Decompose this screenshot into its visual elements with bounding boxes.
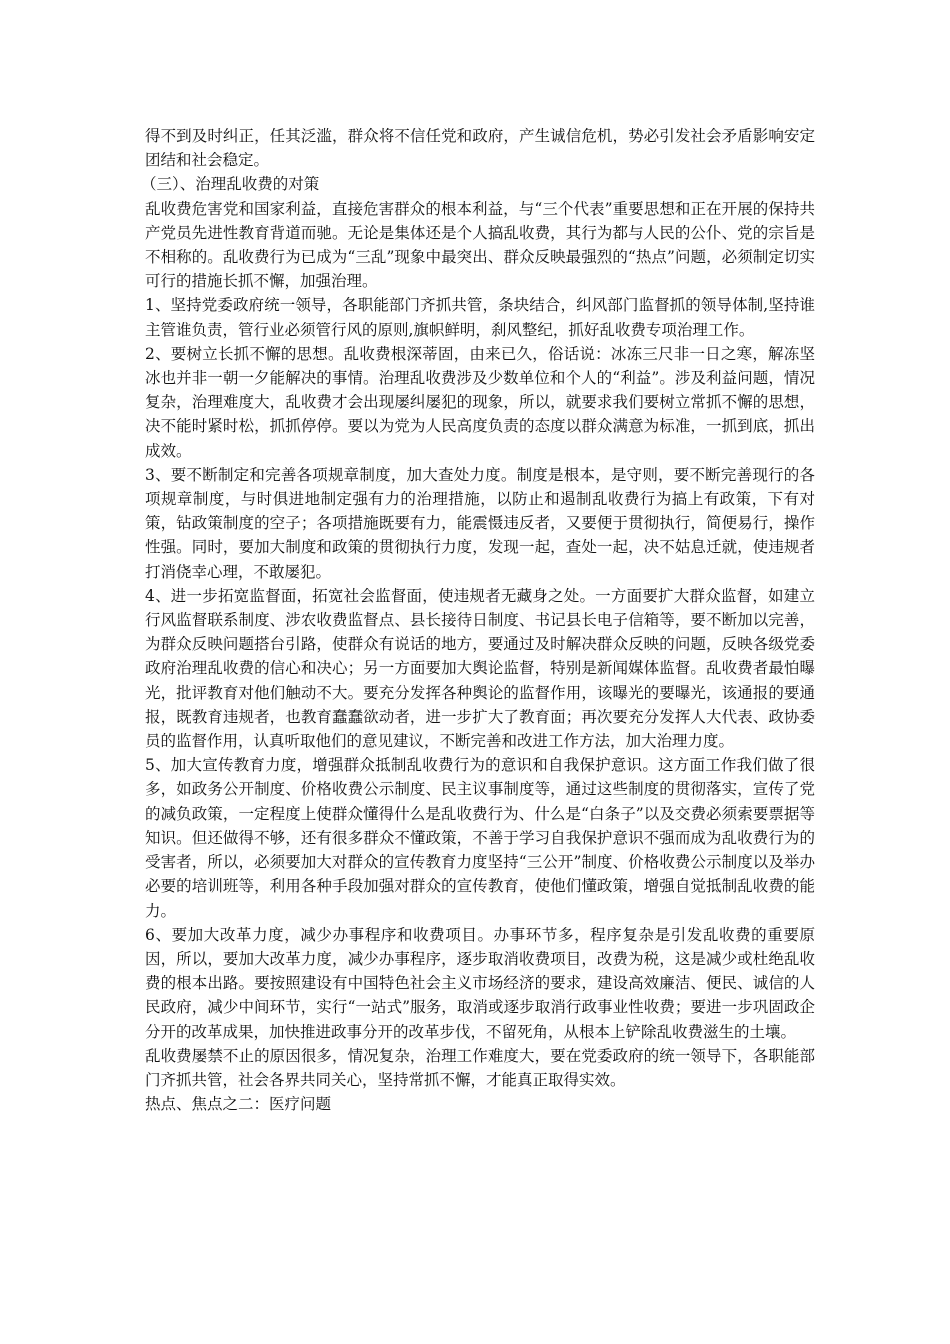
paragraph-measure-5: 5、加大宣传教育力度，增强群众抵制乱收费行为的意识和自我保护意识。这方面工作我们做了很多，如政务公开制度、价格收费公示制度、民主议事制度等，通过这些制度的贯彻落实，宣传了党的减负政策，一定程度上使群众懂得什么是乱收费行为、什么是“白条子”以及交费必须索要票据等知识。但还做得不够，还有很多群众不懂政策，不善于学习自我保护意识不强而成为乱收费行为的受害者，所以，必须要加大对群众的宣传教育力度坚持“三公开”制度、价格收费公示制度以及举办必要的培训班等，利用各种手段加强对群众的宣传教育，使他们懂政策，增强自觉抵制乱收费的能力。 bbox=[145, 756, 815, 920]
paragraph-measure-6: 6、要加大改革力度，减少办事程序和收费项目。办事环节多，程序复杂是引发乱收费的重要原因，所以，要加大改革力度，减少办事程序，逐步取消收费项目，改费为税，这是减少或杜绝乱收费的根本出路。要按照建设有中国特色社会主义市场经济的要求，建设高效廉洁、便民、诚信的人民政府，减少中间环节，实行“一站式”服务，取消或逐步取消行政事业性收费；要进一步巩固政企分开的改革成果，加快推进政事分开的改革步伐，不留死角，从根本上铲除乱收费滋生的土壤。 bbox=[145, 925, 815, 1041]
paragraph-measure-2: 2、要树立长抓不懈的思想。乱收费根深蒂固，由来已久，俗话说：冰冻三尺非一日之寒，解冻坚冰也并非一朝一夕能解决的事情。治理乱收费涉及少数单位和个人的“利益”。涉及利益问题，情况复杂，治理难度大，乱收费才会出现屡纠屡犯的现象，所以，就要求我们要树立常抓不懈的思想，决不能时紧时松，抓抓停停。要以为党为人民高度负责的态度以群众满意为标准，一抓到底，抓出成效。 bbox=[145, 344, 815, 460]
paragraph-measure-1: 1、坚持党委政府统一领导，各职能部门齐抓共管，条块结合，纠风部门监督抓的领导体制,坚持谁主管谁负责，管行业必须管行风的原则,旗帜鲜明，刹风整纪，抓好乱收费专项治理工作。 bbox=[145, 296, 815, 339]
paragraph-intro-continuation: 得不到及时纠正，任其泛滥，群众将不信任党和政府，产生诚信危机，势必引发社会矛盾影响安定团结和社会稳定。 bbox=[145, 127, 815, 170]
paragraph-conclusion: 乱收费屡禁不止的原因很多，情况复杂，治理工作难度大，要在党委政府的统一领导下，各职能部门齐抓共管，社会各界共同关心，坚持常抓不懈，才能真正取得实效。 bbox=[145, 1046, 815, 1089]
paragraph-measure-4: 4、进一步拓宽监督面，拓宽社会监督面，使违规者无藏身之处。一方面要扩大群众监督，如建立行风监督联系制度、涉农收费监督点、县长接待日制度、书记县长电子信箱等，要不断加以完善，为群众反映问题搭台引路，使群众有说话的地方，要通过及时解决群众反映的问题，反映各级党委政府治理乱收费的信心和决心；另一方面要加大舆论监督，特别是新闻媒体监督。乱收费者最怕曝光，批评教育对他们触动不大。要充分发挥各种舆论的监督作用，该曝光的要曝光，该通报的要通报，既教育违规者，也教育蠢蠢欲动者，进一步扩大了教育面；再次要充分发挥人大代表、政协委员的监督作用，认真听取他们的意见建议，不断完善和改进工作方法，加大治理力度。 bbox=[145, 586, 815, 751]
paragraph-measure-3: 3、要不断制定和完善各项规章制度，加大查处力度。制度是根本，是守则，要不断完善现行的各项规章制度，与时俱进地制定强有力的治理措施，以防止和遏制乱收费行为搞上有政策，下有对策，钻政策制度的空子；各项措施既要有力，能震慑违反者，又要便于贯彻执行，简便易行，操作性强。同时，要加大制度和政策的贯彻执行力度，发现一起，查处一起，决不姑息迁就，使违规者打消侥幸心理，不敢屡犯。 bbox=[145, 465, 815, 581]
section-heading-medical: 热点、焦点之二：医疗问题 bbox=[145, 1095, 332, 1114]
paragraph-harm-summary: 乱收费危害党和国家利益，直接危害群众的根本利益，与“三个代表”重要思想和正在开展的保持共产党员先进性教育背道而驰。无论是集体还是个人搞乱收费，其行为都与人民的公仆、党的宗旨是不相称的。乱收费行为已成为“三乱”现象中最突出、群众反映最强烈的“热点”问题，必须制定切实可行的措施长抓不懈，加强治理。 bbox=[145, 199, 815, 291]
section-heading-countermeasures: （三）、治理乱收费的对策 bbox=[141, 175, 320, 194]
document-body bbox=[141, 124, 815, 1116]
